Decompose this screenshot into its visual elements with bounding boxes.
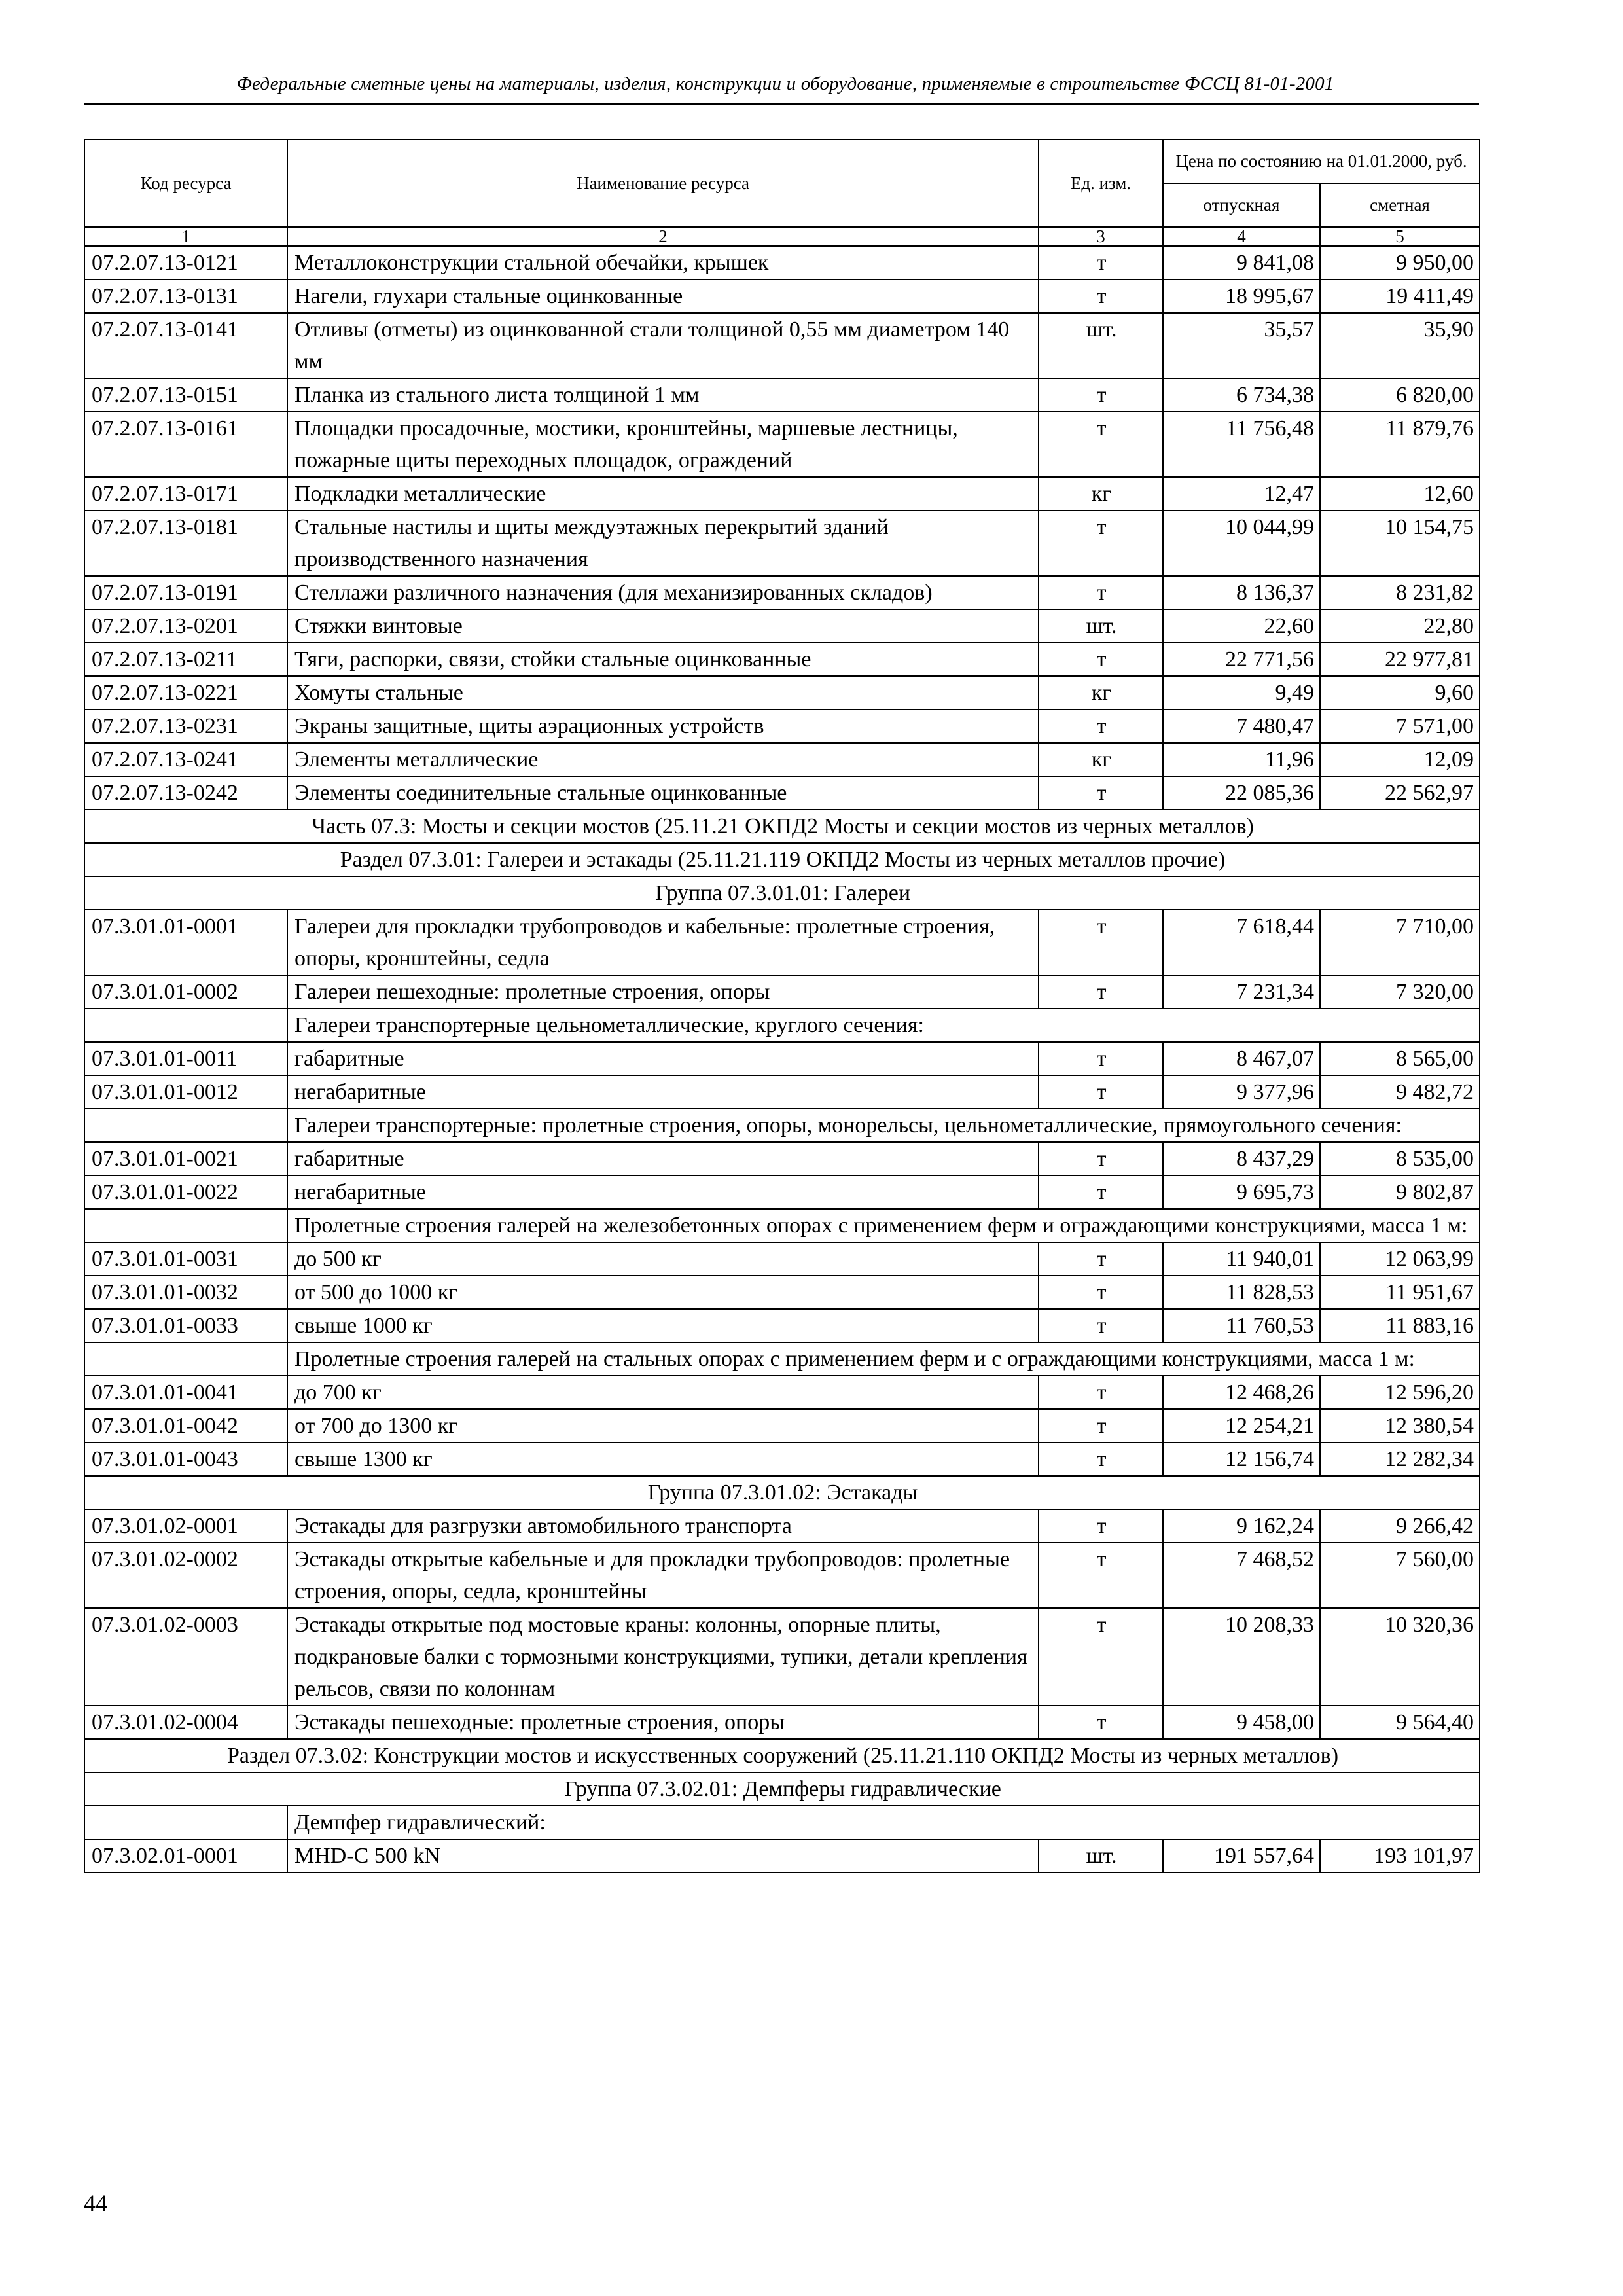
- estimate-price: 19 411,49: [1320, 279, 1480, 313]
- unit-of-measure: шт.: [1039, 1839, 1163, 1873]
- column-number: 2: [287, 227, 1039, 246]
- unit-header: Ед. изм.: [1039, 139, 1163, 227]
- resource-name: габаритные: [287, 1042, 1039, 1075]
- table-body: [84, 246, 1480, 1873]
- table-row: [84, 709, 1480, 743]
- table-row: [84, 1409, 1480, 1443]
- unit-of-measure: кг: [1039, 743, 1163, 776]
- resource-name: Отливы (отметы) из оцинкованной стали толщиной 0,55 мм диаметром 140 мм: [287, 313, 1039, 378]
- unit-of-measure: т: [1039, 1042, 1163, 1075]
- release-price: 12 156,74: [1163, 1443, 1320, 1476]
- release-price: 7 468,52: [1163, 1543, 1320, 1608]
- resource-code: 07.3.01.02-0003: [84, 1608, 287, 1706]
- unit-of-measure: т: [1039, 511, 1163, 576]
- unit-of-measure: шт.: [1039, 313, 1163, 378]
- empty-code-cell: [84, 1009, 287, 1042]
- group-title: Группа 07.3.02.01: Демпферы гидравлические: [84, 1772, 1480, 1806]
- estimate-price: 7 320,00: [1320, 975, 1480, 1009]
- resource-code: 07.3.01.01-0012: [84, 1075, 287, 1109]
- resource-name: габаритные: [287, 1142, 1039, 1175]
- estimate-price: 7 571,00: [1320, 709, 1480, 743]
- resource-code: 07.3.02.01-0001: [84, 1839, 287, 1873]
- header-rule: [84, 103, 1479, 105]
- table-row: [84, 975, 1480, 1009]
- unit-of-measure: т: [1039, 576, 1163, 609]
- estimate-price: 12 063,99: [1320, 1242, 1480, 1276]
- release-price: 9,49: [1163, 676, 1320, 709]
- resource-name: Элементы соединительные стальные оцинкованные: [287, 776, 1039, 810]
- unit-of-measure: т: [1039, 1242, 1163, 1276]
- resource-code: 07.3.01.01-0041: [84, 1376, 287, 1409]
- resource-name: Хомуты стальные: [287, 676, 1039, 709]
- resource-code: 07.2.07.13-0131: [84, 279, 287, 313]
- table-row: [84, 1509, 1480, 1543]
- unit-of-measure: т: [1039, 1276, 1163, 1309]
- release-price: 35,57: [1163, 313, 1320, 378]
- table-row: [84, 1276, 1480, 1309]
- resource-name: Нагели, глухари стальные оцинкованные: [287, 279, 1039, 313]
- estimate-price: 9 482,72: [1320, 1075, 1480, 1109]
- estimate-price: 7 560,00: [1320, 1543, 1480, 1608]
- release-price: 191 557,64: [1163, 1839, 1320, 1873]
- estimate-price: 12,60: [1320, 477, 1480, 511]
- subheading-text: Демпфер гидравлический:: [287, 1806, 1480, 1839]
- empty-code-cell: [84, 1806, 287, 1839]
- resource-code: 07.2.07.13-0171: [84, 477, 287, 511]
- unit-of-measure: т: [1039, 1543, 1163, 1608]
- resource-code: 07.3.01.01-0032: [84, 1276, 287, 1309]
- resource-code: 07.2.07.13-0201: [84, 609, 287, 643]
- estimate-price: 12,09: [1320, 743, 1480, 776]
- table-row: [84, 643, 1480, 676]
- release-price: 11 940,01: [1163, 1242, 1320, 1276]
- resource-code: 07.2.07.13-0161: [84, 412, 287, 477]
- column-numbers-row: [84, 227, 1480, 246]
- subheading-row: [84, 1209, 1480, 1242]
- unit-of-measure: т: [1039, 709, 1163, 743]
- subheading-row: [84, 1009, 1480, 1042]
- table-row: [84, 910, 1480, 975]
- group-title: Группа 07.3.01.01: Галереи: [84, 876, 1480, 910]
- resource-name: негабаритные: [287, 1075, 1039, 1109]
- unit-of-measure: т: [1039, 1706, 1163, 1739]
- release-price: 9 377,96: [1163, 1075, 1320, 1109]
- resource-code: 07.3.01.02-0001: [84, 1509, 287, 1543]
- resource-code: 07.2.07.13-0141: [84, 313, 287, 378]
- resource-name: MHD-C 500 kN: [287, 1839, 1039, 1873]
- table-row: [84, 1706, 1480, 1739]
- unit-of-measure: т: [1039, 1075, 1163, 1109]
- release-price: 22 771,56: [1163, 643, 1320, 676]
- unit-of-measure: т: [1039, 1509, 1163, 1543]
- estimate-price: 7 710,00: [1320, 910, 1480, 975]
- release-price: 12,47: [1163, 477, 1320, 511]
- resource-code: 07.2.07.13-0121: [84, 246, 287, 279]
- part-title: Часть 07.3: Мосты и секции мостов (25.11.21 ОКПД2 Мосты и секции мостов из черных металлов): [84, 810, 1480, 843]
- resource-name: от 700 до 1300 кг: [287, 1409, 1039, 1443]
- unit-of-measure: т: [1039, 1309, 1163, 1342]
- column-number: 3: [1039, 227, 1163, 246]
- estimate-price: 8 231,82: [1320, 576, 1480, 609]
- subheading-row: [84, 1806, 1480, 1839]
- resource-name: Эстакады для разгрузки автомобильного транспорта: [287, 1509, 1039, 1543]
- table-row: [84, 1175, 1480, 1209]
- unit-of-measure: т: [1039, 412, 1163, 477]
- table-row: [84, 1309, 1480, 1342]
- resource-code: 07.3.01.01-0033: [84, 1309, 287, 1342]
- page-number: 44: [84, 2190, 107, 2216]
- resource-code: 07.3.01.01-0043: [84, 1443, 287, 1476]
- release-price: 12 468,26: [1163, 1376, 1320, 1409]
- table-row: [84, 1142, 1480, 1175]
- subheading-text: Пролетные строения галерей на стальных опорах с применением ферм и с ограждающими конструкциями, масса 1 м:: [287, 1342, 1480, 1376]
- resource-name: Стяжки винтовые: [287, 609, 1039, 643]
- release-price: 10 208,33: [1163, 1608, 1320, 1706]
- resource-code: 07.3.01.01-0001: [84, 910, 287, 975]
- empty-code-cell: [84, 1209, 287, 1242]
- resource-name: Эстакады пешеходные: пролетные строения, опоры: [287, 1706, 1039, 1739]
- estimate-price: 193 101,97: [1320, 1839, 1480, 1873]
- table-row: [84, 1075, 1480, 1109]
- resource-code: 07.3.01.01-0021: [84, 1142, 287, 1175]
- column-number: 1: [84, 227, 287, 246]
- group-row: [84, 1476, 1480, 1509]
- estimate-price: 10 320,36: [1320, 1608, 1480, 1706]
- release-price: 18 995,67: [1163, 279, 1320, 313]
- part-row: [84, 810, 1480, 843]
- estimate-price: 12 596,20: [1320, 1376, 1480, 1409]
- empty-code-cell: [84, 1342, 287, 1376]
- table-row: [84, 511, 1480, 576]
- resource-code: 07.3.01.01-0011: [84, 1042, 287, 1075]
- table-row: [84, 279, 1480, 313]
- estimate-price: 9 950,00: [1320, 246, 1480, 279]
- estimate-price: 8 535,00: [1320, 1142, 1480, 1175]
- column-number: 4: [1163, 227, 1320, 246]
- subheading-text: Галереи транспортерные: пролетные строения, опоры, монорельсы, цельнометаллические, прямоугольного сечения:: [287, 1109, 1480, 1142]
- estimate-price: 8 565,00: [1320, 1042, 1480, 1075]
- unit-of-measure: т: [1039, 1608, 1163, 1706]
- estimate-price: 12 282,34: [1320, 1443, 1480, 1476]
- estimate-price: 22,80: [1320, 609, 1480, 643]
- release-price: 8 136,37: [1163, 576, 1320, 609]
- release-price: 9 458,00: [1163, 1706, 1320, 1739]
- release-price: 8 467,07: [1163, 1042, 1320, 1075]
- estimate-price: 9,60: [1320, 676, 1480, 709]
- release-price: 10 044,99: [1163, 511, 1320, 576]
- estimate-price: 9 802,87: [1320, 1175, 1480, 1209]
- estimate-price: 10 154,75: [1320, 511, 1480, 576]
- unit-of-measure: т: [1039, 378, 1163, 412]
- table-row: [84, 1543, 1480, 1608]
- unit-of-measure: кг: [1039, 676, 1163, 709]
- resource-name: негабаритные: [287, 1175, 1039, 1209]
- unit-of-measure: т: [1039, 643, 1163, 676]
- empty-code-cell: [84, 1109, 287, 1142]
- unit-of-measure: т: [1039, 246, 1163, 279]
- resource-code: 07.2.07.13-0211: [84, 643, 287, 676]
- resource-name: Галереи пешеходные: пролетные строения, опоры: [287, 975, 1039, 1009]
- group-title: Группа 07.3.01.02: Эстакады: [84, 1476, 1480, 1509]
- unit-of-measure: т: [1039, 1175, 1163, 1209]
- table-row: [84, 743, 1480, 776]
- subheading-text: Галереи транспортерные цельнометаллические, круглого сечения:: [287, 1009, 1480, 1042]
- estimate-price: 11 879,76: [1320, 412, 1480, 477]
- table-row: [84, 378, 1480, 412]
- table-head: [84, 139, 1480, 246]
- unit-of-measure: т: [1039, 1376, 1163, 1409]
- resource-name: от 500 до 1000 кг: [287, 1276, 1039, 1309]
- release-price-header: отпускная: [1163, 183, 1320, 227]
- release-price: 12 254,21: [1163, 1409, 1320, 1443]
- table-row: [84, 1242, 1480, 1276]
- unit-of-measure: т: [1039, 1443, 1163, 1476]
- resource-name: свыше 1300 кг: [287, 1443, 1039, 1476]
- resource-name: до 700 кг: [287, 1376, 1039, 1409]
- column-number: 5: [1320, 227, 1480, 246]
- release-price: 11 760,53: [1163, 1309, 1320, 1342]
- release-price: 7 231,34: [1163, 975, 1320, 1009]
- estimate-price: 9 266,42: [1320, 1509, 1480, 1543]
- table-row: [84, 246, 1480, 279]
- table-row: [84, 1376, 1480, 1409]
- resource-name: до 500 кг: [287, 1242, 1039, 1276]
- subheading-row: [84, 1342, 1480, 1376]
- release-price: 22 085,36: [1163, 776, 1320, 810]
- unit-of-measure: кг: [1039, 477, 1163, 511]
- release-price: 9 841,08: [1163, 246, 1320, 279]
- resource-name: Площадки просадочные, мостики, кронштейны, маршевые лестницы, пожарные щиты переходных площадок, ограждений: [287, 412, 1039, 477]
- resource-name: Тяги, распорки, связи, стойки стальные оцинкованные: [287, 643, 1039, 676]
- table-row: [84, 1042, 1480, 1075]
- resource-name: Элементы металлические: [287, 743, 1039, 776]
- resource-name: Эстакады открытые кабельные и для прокладки трубопроводов: пролетные строения, опоры, седла, кронштейны: [287, 1543, 1039, 1608]
- table-row: [84, 609, 1480, 643]
- resource-name: Планка из стального листа толщиной 1 мм: [287, 378, 1039, 412]
- table-row: [84, 1839, 1480, 1873]
- unit-of-measure: т: [1039, 776, 1163, 810]
- estimate-price: 11 883,16: [1320, 1309, 1480, 1342]
- code-header: Код ресурса: [84, 139, 287, 227]
- resource-name: свыше 1000 кг: [287, 1309, 1039, 1342]
- table-row: [84, 776, 1480, 810]
- section-title: Раздел 07.3.02: Конструкции мостов и искусственных сооружений (25.11.21.110 ОКПД2 Мосты из черных металлов): [84, 1739, 1480, 1772]
- release-price: 6 734,38: [1163, 378, 1320, 412]
- resource-name: Стальные настилы и щиты междуэтажных перекрытий зданий производственного назначения: [287, 511, 1039, 576]
- group-row: [84, 876, 1480, 910]
- price-table: [84, 139, 1480, 1873]
- estimate-price: 6 820,00: [1320, 378, 1480, 412]
- unit-of-measure: т: [1039, 1409, 1163, 1443]
- estimate-price: 12 380,54: [1320, 1409, 1480, 1443]
- table-row: [84, 1443, 1480, 1476]
- release-price: 11 756,48: [1163, 412, 1320, 477]
- release-price: 9 162,24: [1163, 1509, 1320, 1543]
- resource-name: Стеллажи различного назначения (для механизированных складов): [287, 576, 1039, 609]
- resource-code: 07.2.07.13-0221: [84, 676, 287, 709]
- unit-of-measure: т: [1039, 910, 1163, 975]
- resource-code: 07.3.01.01-0002: [84, 975, 287, 1009]
- resource-code: 07.3.01.01-0042: [84, 1409, 287, 1443]
- release-price: 11,96: [1163, 743, 1320, 776]
- resource-code: 07.2.07.13-0151: [84, 378, 287, 412]
- table-row: [84, 676, 1480, 709]
- resource-code: 07.3.01.01-0031: [84, 1242, 287, 1276]
- estimate-price: 22 562,97: [1320, 776, 1480, 810]
- resource-code: 07.3.01.01-0022: [84, 1175, 287, 1209]
- table-row: [84, 1608, 1480, 1706]
- release-price: 8 437,29: [1163, 1142, 1320, 1175]
- section-row: [84, 1739, 1480, 1772]
- section-row: [84, 843, 1480, 876]
- unit-of-measure: т: [1039, 975, 1163, 1009]
- release-price: 7 618,44: [1163, 910, 1320, 975]
- estimate-price: 11 951,67: [1320, 1276, 1480, 1309]
- estimate-price-header: сметная: [1320, 183, 1480, 227]
- resource-code: 07.2.07.13-0242: [84, 776, 287, 810]
- price-header: Цена по состоянию на 01.01.2000, руб.: [1163, 139, 1480, 183]
- table-row: [84, 576, 1480, 609]
- resource-code: 07.3.01.02-0004: [84, 1706, 287, 1739]
- estimate-price: 22 977,81: [1320, 643, 1480, 676]
- resource-name: Подкладки металлические: [287, 477, 1039, 511]
- release-price: 7 480,47: [1163, 709, 1320, 743]
- resource-code: 07.2.07.13-0241: [84, 743, 287, 776]
- release-price: 9 695,73: [1163, 1175, 1320, 1209]
- resource-name: Галереи для прокладки трубопроводов и кабельные: пролетные строения, опоры, кронштейны, седла: [287, 910, 1039, 975]
- table-row: [84, 477, 1480, 511]
- table-row: [84, 412, 1480, 477]
- release-price: 22,60: [1163, 609, 1320, 643]
- resource-code: 07.2.07.13-0191: [84, 576, 287, 609]
- table-row: [84, 313, 1480, 378]
- section-title: Раздел 07.3.01: Галереи и эстакады (25.11.21.119 ОКПД2 Мосты из черных металлов прочие): [84, 843, 1480, 876]
- unit-of-measure: шт.: [1039, 609, 1163, 643]
- resource-code: 07.3.01.02-0002: [84, 1543, 287, 1608]
- group-row: [84, 1772, 1480, 1806]
- unit-of-measure: т: [1039, 279, 1163, 313]
- running-header: Федеральные сметные цены на материалы, изделия, конструкции и оборудование, применяемые в строительстве ФССЦ 81-01-2001: [236, 73, 1334, 94]
- estimate-price: 35,90: [1320, 313, 1480, 378]
- resource-name: Металлоконструкции стальной обечайки, крышек: [287, 246, 1039, 279]
- resource-name: Экраны защитные, щиты аэрационных устройств: [287, 709, 1039, 743]
- resource-code: 07.2.07.13-0181: [84, 511, 287, 576]
- estimate-price: 9 564,40: [1320, 1706, 1480, 1739]
- resource-name: Эстакады открытые под мостовые краны: колонны, опорные плиты, подкрановые балки с тормозными конструкциями, тупики, детали крепления рельсов, связи по колоннам: [287, 1608, 1039, 1706]
- release-price: 11 828,53: [1163, 1276, 1320, 1309]
- unit-of-measure: т: [1039, 1142, 1163, 1175]
- subheading-row: [84, 1109, 1480, 1142]
- resource-code: 07.2.07.13-0231: [84, 709, 287, 743]
- subheading-text: Пролетные строения галерей на железобетонных опорах с применением ферм и ограждающими конструкциями, масса 1 м:: [287, 1209, 1480, 1242]
- name-header: Наименование ресурса: [287, 139, 1039, 227]
